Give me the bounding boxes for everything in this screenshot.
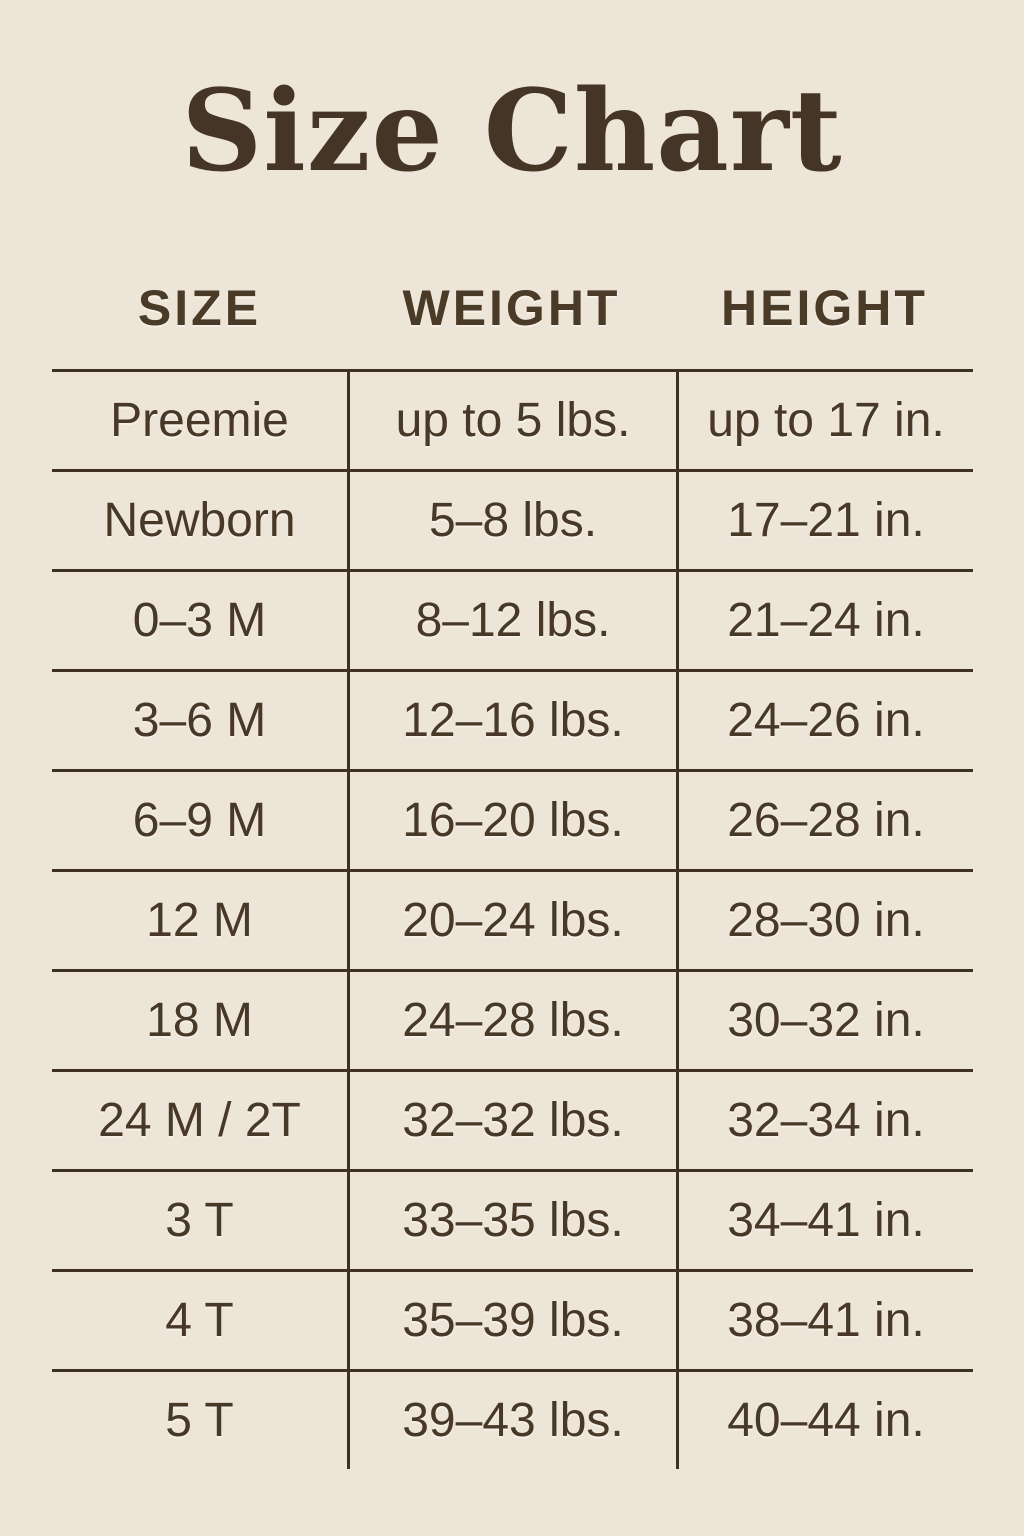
cell-size: Newborn	[103, 494, 296, 547]
cell-size: 4 T	[165, 1294, 234, 1347]
cell-height: 21–24 in.	[676, 572, 973, 669]
cell-height: 34–41 in.	[676, 1172, 973, 1269]
cell-weight: 32–32 lbs.	[347, 1072, 676, 1169]
cell-height: 40–44 in.	[676, 1372, 973, 1469]
cell-weight: 24–28 lbs.	[347, 972, 676, 1069]
cell-weight: up to 5 lbs.	[347, 372, 676, 469]
table-row	[52, 469, 973, 569]
table-row	[52, 569, 973, 669]
column-header-size: SIZE	[137, 280, 262, 336]
cell-height: 24–26 in.	[676, 672, 973, 769]
table-row	[52, 1269, 973, 1369]
cell-height: 17–21 in.	[676, 472, 973, 569]
cell-height: up to 17 in.	[676, 372, 973, 469]
cell-size: Preemie	[110, 394, 289, 447]
size-table	[52, 369, 973, 1469]
cell-size: 24 M / 2T	[98, 1094, 301, 1147]
cell-size: 18 M	[146, 994, 253, 1047]
cell-size: 12 M	[146, 894, 253, 947]
table-row	[52, 769, 973, 869]
cell-size: 6–9 M	[132, 794, 267, 847]
column-header-height: HEIGHT	[721, 280, 928, 336]
cell-size: 3 T	[165, 1194, 234, 1247]
cell-weight: 33–35 lbs.	[347, 1172, 676, 1269]
page-title: Size Chart	[181, 66, 843, 197]
table-row	[52, 869, 973, 969]
cell-height: 28–30 in.	[676, 872, 973, 969]
table-row	[52, 969, 973, 1069]
table-row	[52, 1069, 973, 1169]
table-row	[52, 669, 973, 769]
table-row	[52, 1169, 973, 1269]
cell-weight: 39–43 lbs.	[347, 1372, 676, 1469]
cell-height: 26–28 in.	[676, 772, 973, 869]
column-header-weight: WEIGHT	[402, 280, 621, 336]
table-row	[52, 1369, 973, 1469]
cell-size: 0–3 M	[132, 594, 267, 647]
cell-size: 5 T	[165, 1394, 234, 1447]
cell-weight: 16–20 lbs.	[347, 772, 676, 869]
cell-weight: 5–8 lbs.	[347, 472, 676, 569]
cell-weight: 12–16 lbs.	[347, 672, 676, 769]
cell-height: 38–41 in.	[676, 1272, 973, 1369]
cell-size: 3–6 M	[132, 694, 267, 747]
cell-height: 30–32 in.	[676, 972, 973, 1069]
table-header-row	[52, 276, 973, 340]
table-row	[52, 369, 973, 469]
cell-height: 32–34 in.	[676, 1072, 973, 1169]
cell-weight: 20–24 lbs.	[347, 872, 676, 969]
cell-weight: 8–12 lbs.	[347, 572, 676, 669]
cell-weight: 35–39 lbs.	[347, 1272, 676, 1369]
